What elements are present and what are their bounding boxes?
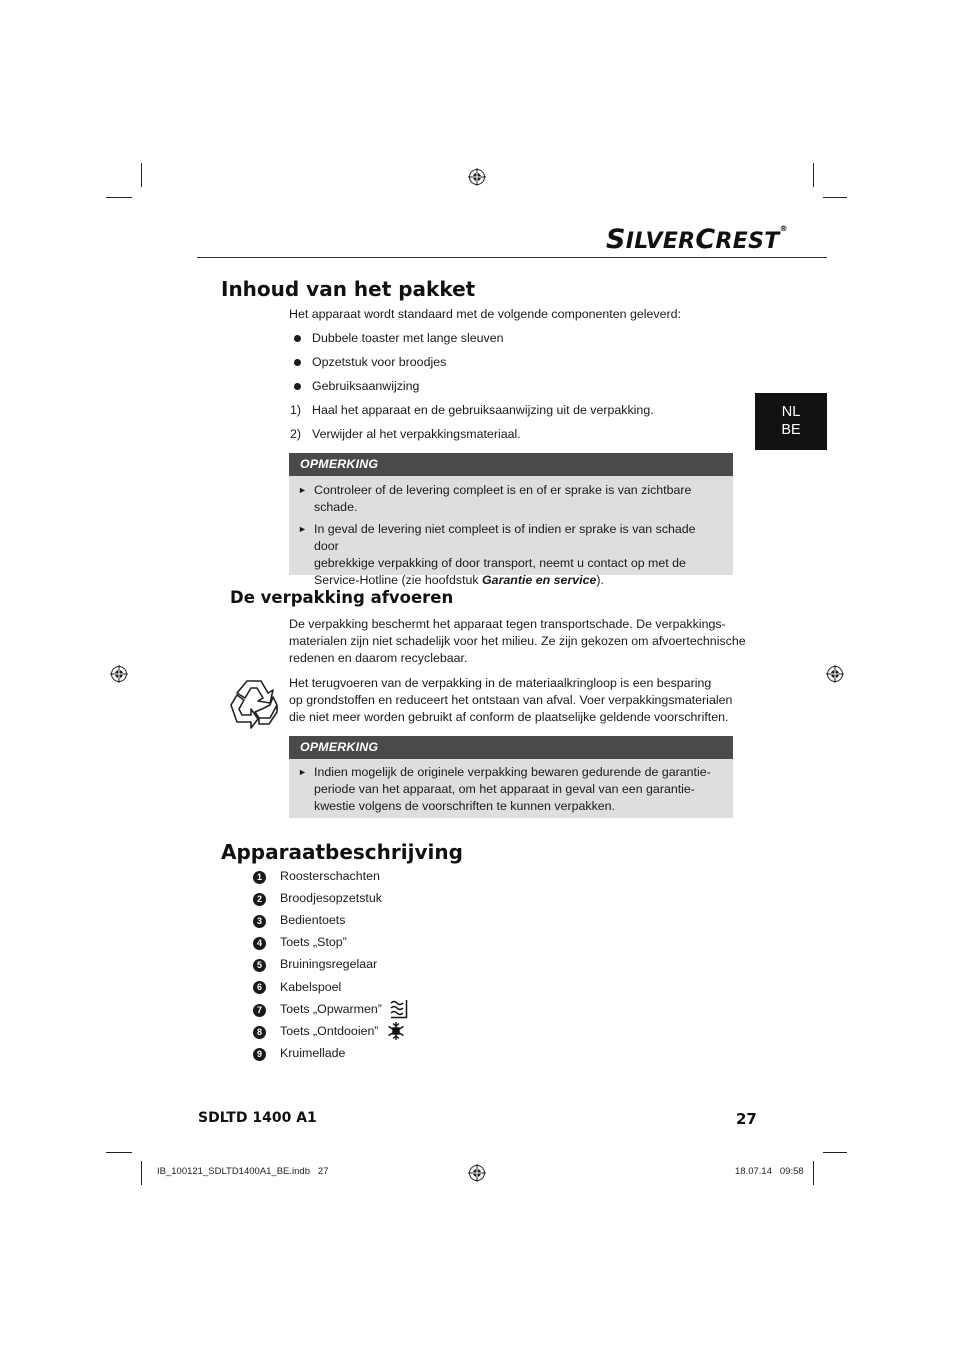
step-text: Haal het apparaat en de gebruiksaanwijzing uit de verpakking.	[312, 403, 654, 417]
part-label: Toets „Ontdooien”	[280, 1024, 379, 1038]
note-header: OPMERKING	[289, 453, 733, 476]
page-number: 27	[736, 1110, 757, 1128]
list-item: Opzetstuk voor broodjes	[312, 355, 447, 369]
part-label: Bruiningsregelaar	[280, 957, 378, 971]
note-item	[289, 521, 733, 589]
slug-date-info: 18.07.14 09:58	[735, 1166, 804, 1177]
language-tab-line1: NL	[781, 404, 801, 420]
arrow-right-icon: ►	[298, 524, 307, 534]
section-title-device-description: Apparaatbeschrijving	[221, 840, 463, 864]
part-number-badge: 3	[253, 915, 266, 928]
part-label: Kruimellade	[280, 1046, 346, 1060]
section-title-package-contents: Inhoud van het pakket	[221, 277, 476, 301]
reheat-icon	[389, 999, 409, 1019]
part-label: Roosterschachten	[280, 869, 380, 883]
registration-mark-icon	[468, 1164, 486, 1182]
language-tab	[755, 393, 827, 450]
defrost-icon	[386, 1021, 406, 1041]
crop-mark	[106, 1152, 132, 1153]
step-text: Verwijder al het verpakkingsmateriaal.	[312, 427, 521, 441]
part-number-badge: 5	[253, 959, 266, 972]
registration-mark-icon	[110, 665, 128, 683]
note-item	[289, 482, 733, 516]
note-line: schade.	[314, 500, 358, 514]
bullet-dot-icon	[294, 383, 301, 390]
language-tab-line2: BE	[781, 422, 801, 438]
step-number: 1)	[290, 403, 302, 417]
part-number-badge: 4	[253, 937, 266, 950]
paragraph: De verpakking beschermt het apparaat tegen transportschade. De verpakkings- materialen zijn niet schadelijk voor het milieu. Ze zijn gekozen om afvoertechnische redenen en daarom recyclebaar.	[289, 617, 746, 665]
note-box	[289, 736, 733, 818]
intro-text: Het apparaat wordt standaard met de volgende componenten geleverd:	[289, 307, 681, 321]
paragraph: Het terugvoeren van de verpakking in de materiaalkringloop is een besparing op grondstoffen en reduceert het ontstaan van afval. Voer verpakkingsmaterialen die niet meer worden gebruikt af conform de plaatselijke geldende voorschriften.	[289, 676, 733, 724]
arrow-right-icon: ►	[298, 485, 307, 495]
crop-mark	[813, 163, 814, 187]
step-number: 2)	[290, 427, 302, 441]
part-label: Toets „Opwarmen”	[280, 1002, 382, 1016]
crop-mark	[823, 197, 847, 198]
part-number-badge: 1	[253, 871, 266, 884]
registration-mark-icon	[468, 168, 486, 186]
footer-model-number: SDLTD 1400 A1	[198, 1110, 317, 1126]
note-header: OPMERKING	[289, 736, 733, 759]
part-label: Kabelspoel	[280, 980, 342, 994]
section-title-packaging-disposal: De verpakking afvoeren	[230, 588, 454, 607]
note-line: In geval de levering niet compleet is of indien er sprake is van schade door	[314, 522, 696, 553]
bullet-dot-icon	[294, 359, 301, 366]
crop-mark	[141, 163, 142, 187]
note-item	[289, 764, 733, 815]
header-rule	[197, 257, 827, 258]
note-line: kwestie volgens de voorschriften te kunnen verpakken.	[314, 799, 615, 813]
note-line: Controleer of de levering compleet is en of er sprake is van zichtbare	[314, 483, 692, 497]
part-label: Bedientoets	[280, 913, 346, 927]
part-number-badge: 8	[253, 1026, 266, 1039]
note-line: Service-Hotline (zie hoofdstuk Garantie en service).	[314, 573, 604, 587]
part-number-badge: 9	[253, 1048, 266, 1061]
note-line: Indien mogelijk de originele verpakking bewaren gedurende de garantie-	[314, 765, 711, 779]
brand-logo: SILVERCREST®	[606, 224, 788, 255]
list-item: Gebruiksaanwijzing	[312, 379, 420, 393]
chapter-reference: Garantie en service	[482, 573, 597, 587]
crop-mark	[141, 1161, 142, 1185]
arrow-right-icon: ►	[298, 767, 307, 777]
crop-mark	[813, 1161, 814, 1185]
slug-file-info: IB_100121_SDLTD1400A1_BE.indb 27	[157, 1166, 329, 1177]
part-label: Broodjesopzetstuk	[280, 891, 382, 905]
part-label: Toets „Stop”	[280, 935, 347, 949]
note-line: gebrekkige verpakking of door transport, neemt u contact op met de	[314, 556, 686, 570]
part-number-badge: 7	[253, 1004, 266, 1017]
list-item: Dubbele toaster met lange sleuven	[312, 331, 504, 345]
note-box	[289, 453, 733, 587]
part-number-badge: 6	[253, 981, 266, 994]
recycle-icon	[225, 675, 283, 731]
note-line: periode van het apparaat, om het apparaat in geval van een garantie-	[314, 782, 695, 796]
crop-mark	[106, 197, 132, 198]
bullet-dot-icon	[294, 335, 301, 342]
part-number-badge: 2	[253, 893, 266, 906]
crop-mark	[823, 1152, 847, 1153]
registration-mark-icon	[826, 665, 844, 683]
